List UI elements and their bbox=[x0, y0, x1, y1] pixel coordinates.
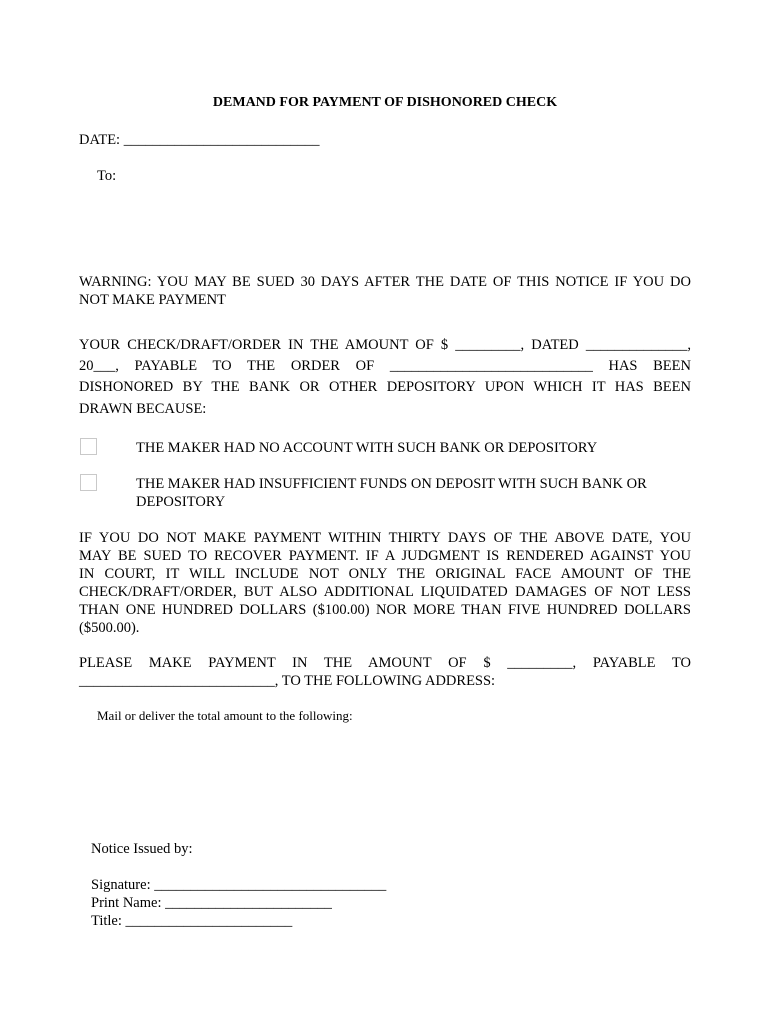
option-insufficient-funds-label-cont: DEPOSITORY bbox=[136, 494, 226, 510]
check-para-line-3: DISHONORED BY THE BANK OR OTHER DEPOSITORY UPON WHICH IT HAS BEEN bbox=[79, 379, 691, 395]
sued-para-line-5: THAN ONE HUNDRED DOLLARS ($100.00) NOR MORE THAN FIVE HUNDRED DOLLARS bbox=[79, 602, 691, 618]
no-account-checkbox[interactable] bbox=[80, 438, 97, 455]
payment-para-line-2: ___________________________, TO THE FOLLOWING ADDRESS: bbox=[79, 673, 496, 689]
title-field[interactable]: Title: _______________________ bbox=[91, 913, 293, 929]
to-label: To: bbox=[97, 168, 117, 184]
option-insufficient-funds-label: THE MAKER HAD INSUFFICIENT FUNDS ON DEPOSIT WITH SUCH BANK OR bbox=[136, 476, 647, 492]
signature-field[interactable]: Signature: ________________________________ bbox=[91, 877, 387, 893]
check-para-line-2: 20___, PAYABLE TO THE ORDER OF ____________________________ HAS BEEN bbox=[79, 358, 691, 374]
check-para-line-1: YOUR CHECK/DRAFT/ORDER IN THE AMOUNT OF $ _________, DATED ______________, bbox=[79, 337, 691, 353]
date-field[interactable]: DATE: ___________________________ bbox=[79, 132, 320, 148]
sued-para-line-3: IN COURT, IT WILL INCLUDE NOT ONLY THE ORIGINAL FACE AMOUNT OF THE bbox=[79, 566, 691, 582]
option-no-account-label: THE MAKER HAD NO ACCOUNT WITH SUCH BANK OR DEPOSITORY bbox=[136, 440, 598, 456]
page-title: DEMAND FOR PAYMENT OF DISHONORED CHECK bbox=[212, 95, 558, 110]
warning-line-2: NOT MAKE PAYMENT bbox=[79, 292, 226, 308]
insufficient-funds-checkbox[interactable] bbox=[80, 474, 97, 491]
sued-para-line-4: CHECK/DRAFT/ORDER, BUT ALSO ADDITIONAL LIQUIDATED DAMAGES OF NOT LESS bbox=[79, 584, 691, 600]
notice-issued-by: Notice Issued by: bbox=[91, 841, 193, 857]
mail-note: Mail or deliver the total amount to the following: bbox=[97, 708, 353, 723]
sued-para-line-6: ($500.00). bbox=[79, 620, 140, 636]
check-para-line-4: DRAWN BECAUSE: bbox=[79, 401, 207, 417]
sued-para-line-2: MAY BE SUED TO RECOVER PAYMENT. IF A JUDGMENT IS RENDERED AGAINST YOU bbox=[79, 548, 691, 564]
payment-para-line-1: PLEASE MAKE PAYMENT IN THE AMOUNT OF $ _________, PAYABLE TO bbox=[79, 655, 691, 671]
warning-line-1: WARNING: YOU MAY BE SUED 30 DAYS AFTER THE DATE OF THIS NOTICE IF YOU DO bbox=[79, 274, 691, 290]
sued-para-line-1: IF YOU DO NOT MAKE PAYMENT WITHIN THIRTY DAYS OF THE ABOVE DATE, YOU bbox=[79, 530, 691, 546]
print-name-field[interactable]: Print Name: _______________________ bbox=[91, 895, 332, 911]
